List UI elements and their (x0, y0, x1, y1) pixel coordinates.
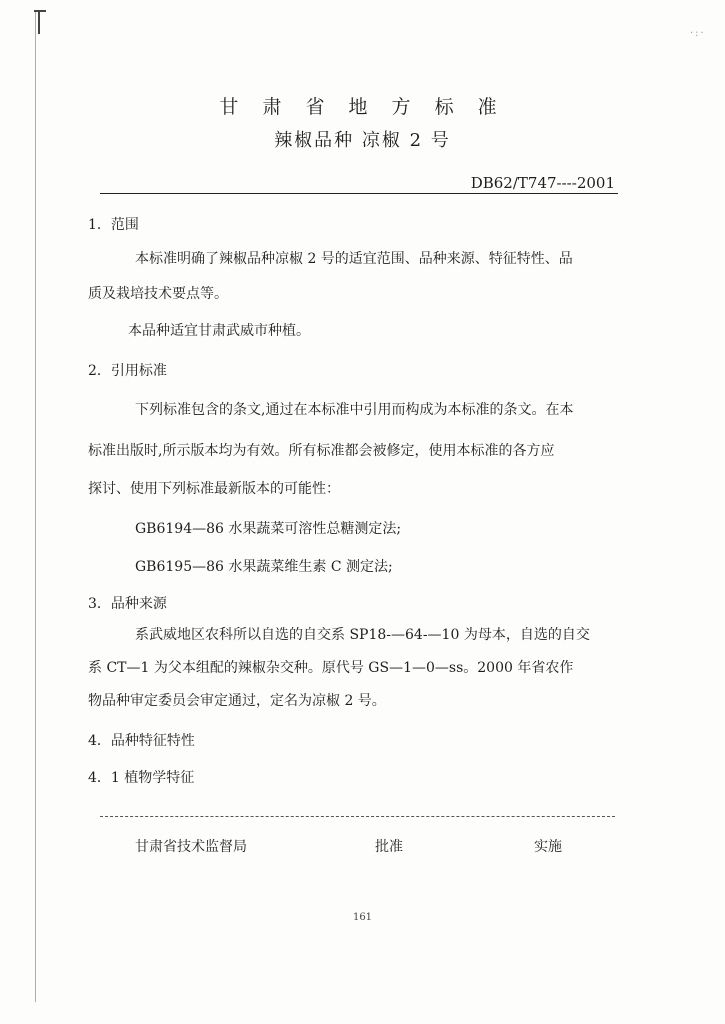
section-1-para-line: 质及栽培技术要点等。 (88, 286, 228, 302)
document-subtitle: 辣椒品种 凉椒 2 号 (274, 130, 451, 151)
document-title: 甘 肃 省 地 方 标 准 (219, 96, 506, 118)
section-3-para-line: 系 CT—1 为父本组配的辣椒杂交种。原代号 GS—1—0—ss。2000 年省农作 (88, 660, 574, 676)
implemented-label: 实施 (534, 839, 562, 855)
section-2-para-line: 探讨、使用下列标准最新版本的可能性： (88, 481, 340, 497)
section-1-heading: 1．范围 (88, 217, 139, 233)
scan-speck: ·:· (690, 28, 706, 39)
section-4-heading: 4．品种特征特性 (88, 733, 195, 749)
issuing-authority: 甘肃省技术监督局 (135, 839, 247, 855)
footer-rule (100, 816, 615, 817)
section-4-1-heading: 4．1 植物学特征 (88, 770, 195, 786)
page-number: 161 (352, 912, 373, 923)
binding-mark (34, 10, 46, 12)
section-1-para-2: 本品种适宜甘肃武威市种植。 (128, 323, 310, 339)
section-2-para-line: 标准出版时,所示版本均为有效。所有标准都会被修定，使用本标准的各方应 (88, 443, 555, 459)
section-2-heading: 2．引用标准 (88, 363, 167, 379)
binding-mark-vertical (38, 10, 40, 34)
section-3-para-line: 系武威地区农科所以自选的自交系 SP18-—64-—10 为母本，自选的自交 (135, 627, 590, 643)
reference-standard: GB6195—86 水果蔬菜维生素 C 测定法; (135, 559, 393, 575)
section-1-para-line: 本标准明确了辣椒品种凉椒 2 号的适宜范围、品种来源、特征特性、品 (135, 251, 573, 267)
section-2-para-line: 下列标准包含的条文,通过在本标准中引用而构成为本标准的条文。在本 (135, 402, 574, 418)
section-3-para-line: 物品种审定委员会审定通过，定名为凉椒 2 号。 (88, 693, 386, 709)
approved-label: 批准 (375, 839, 403, 855)
section-3-heading: 3．品种来源 (88, 596, 167, 612)
header-rule (100, 193, 618, 194)
standard-code: DB62/T747----2001 (470, 174, 615, 192)
reference-standard: GB6194—86 水果蔬菜可溶性总糖测定法; (135, 521, 402, 537)
scan-edge-line (35, 12, 36, 1002)
